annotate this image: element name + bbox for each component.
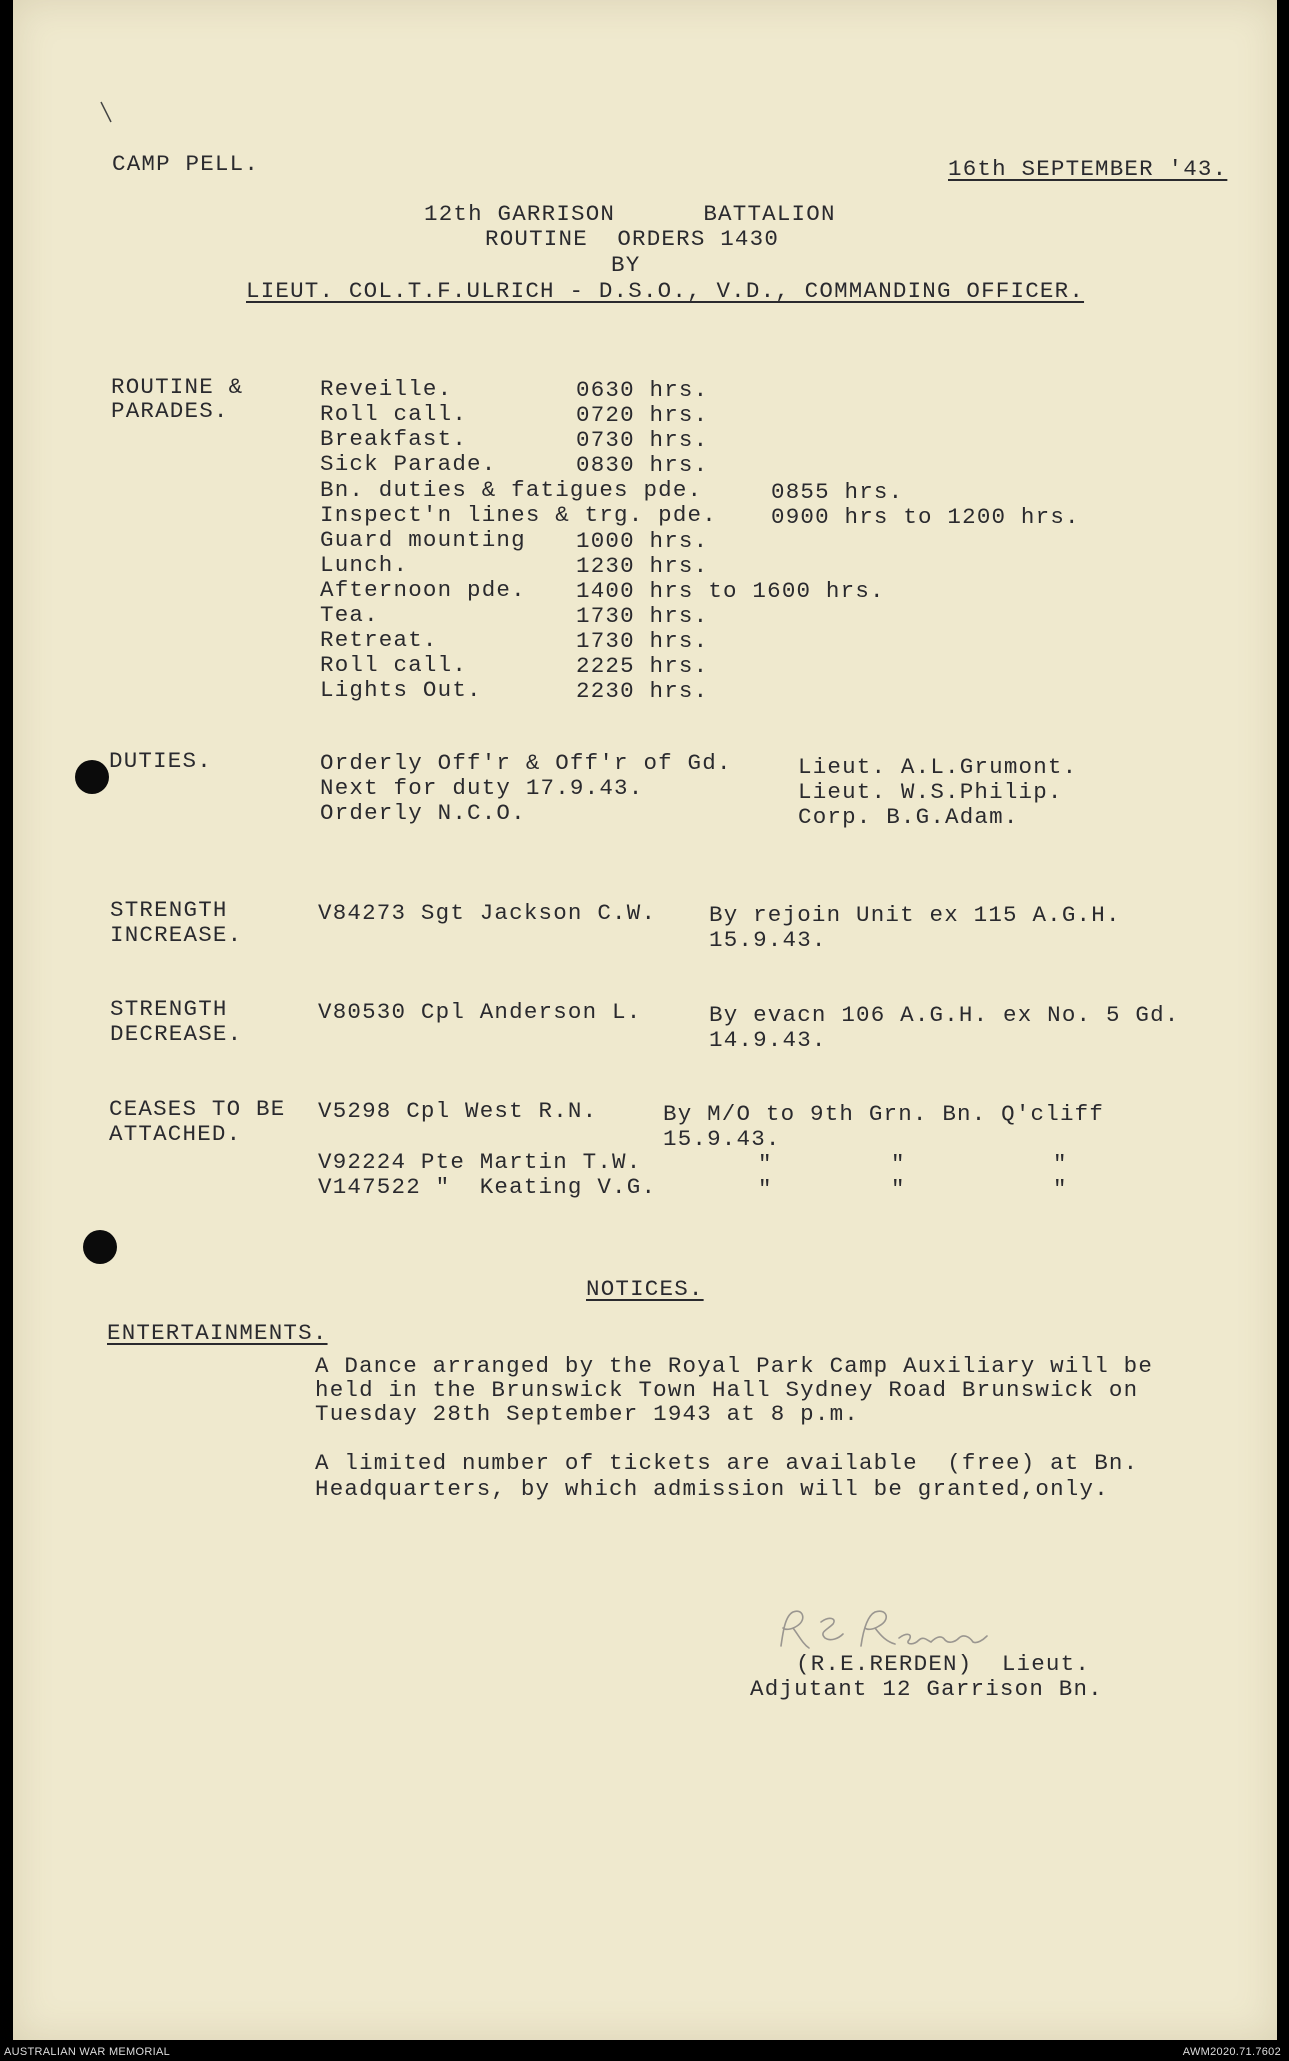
routine-item: Guard mounting (320, 527, 526, 553)
ditto-mark: " (758, 1151, 773, 1177)
notice-text: Tuesday 28th September 1943 at 8 p.m. (315, 1401, 859, 1427)
routine-item: Afternoon pde. (320, 577, 526, 603)
routine-time: 1730 hrs. (576, 603, 709, 629)
ceases-soldier: V147522 " Keating V.G. (318, 1174, 657, 1200)
routine-item: Tea. (320, 602, 379, 628)
duty-name: Orderly Off'r & Off'r of Gd. (320, 750, 732, 776)
ceases-detail: By M/O to 9th Grn. Bn. Q'cliff (663, 1101, 1105, 1127)
routine-time: 0630 hrs. (576, 377, 709, 403)
title-by: BY (611, 252, 641, 278)
punch-hole (83, 1230, 117, 1264)
strength-increase-detail: By rejoin Unit ex 115 A.G.H. (709, 902, 1121, 928)
routine-label: ROUTINE & (111, 374, 244, 400)
strength-decrease-date: 14.9.43. (709, 1027, 827, 1053)
routine-time: 2230 hrs. (576, 678, 709, 704)
duty-person: Corp. B.G.Adam. (798, 804, 1019, 830)
strength-decrease-label: STRENGTH (110, 996, 228, 1022)
ditto-mark: " (1053, 1151, 1068, 1177)
routine-item: Breakfast. (320, 426, 468, 452)
footer-reference: AWM2020.71.7602 (1182, 2046, 1281, 2058)
routine-label: PARADES. (111, 398, 229, 424)
pencil-mark-icon (99, 100, 117, 128)
routine-time: 2225 hrs. (576, 653, 709, 679)
title-routine-orders: ROUTINE ORDERS 1430 (485, 226, 780, 252)
notice-text: A limited number of tickets are available (free) at Bn. (315, 1450, 1139, 1476)
strength-increase-date: 15.9.43. (709, 927, 827, 953)
title-battalion: 12th GARRISON BATTALION (424, 201, 836, 227)
title-commanding-officer: LIEUT. COL.T.F.ULRICH - D.S.O., V.D., COMMANDING OFFICER. (246, 278, 1085, 304)
routine-time: 1400 hrs to 1600 hrs. (576, 578, 885, 604)
routine-item: Sick Parade. (320, 451, 497, 477)
routine-item: Inspect'n lines & trg. pde. (320, 502, 717, 528)
duty-name: Next for duty 17.9.43. (320, 775, 644, 801)
punch-hole (75, 760, 109, 794)
ditto-mark: " (891, 1176, 906, 1202)
routine-time: 0720 hrs. (576, 402, 709, 428)
ceases-label: CEASES TO BE (109, 1096, 286, 1122)
strength-increase-label: INCREASE. (110, 922, 243, 948)
ceases-label: ATTACHED. (109, 1121, 242, 1147)
routine-item: Lunch. (320, 552, 409, 578)
notice-text: held in the Brunswick Town Hall Sydney Road Brunswick on (315, 1377, 1139, 1403)
duties-label: DUTIES. (109, 748, 212, 774)
strength-decrease-soldier: V80530 Cpl Anderson L. (318, 999, 642, 1025)
routine-item: Roll call. (320, 401, 468, 427)
strength-increase-soldier: V84273 Sgt Jackson C.W. (318, 900, 657, 926)
routine-time: 0900 hrs to 1200 hrs. (771, 504, 1080, 530)
duty-name: Orderly N.C.O. (320, 800, 526, 826)
signatory-name: (R.E.RERDEN) Lieut. (796, 1651, 1091, 1677)
ditto-mark: " (1053, 1176, 1068, 1202)
ditto-mark: " (891, 1151, 906, 1177)
footer-source: AUSTRALIAN WAR MEMORIAL (4, 2046, 171, 2058)
entertainments-label: ENTERTAINMENTS. (107, 1320, 328, 1346)
routine-time: 0730 hrs. (576, 427, 709, 453)
routine-item: Retreat. (320, 627, 438, 653)
duty-person: Lieut. A.L.Grumont. (798, 754, 1078, 780)
notices-heading: NOTICES. (586, 1276, 704, 1302)
routine-time: 1000 hrs. (576, 528, 709, 554)
duty-person: Lieut. W.S.Philip. (798, 779, 1063, 805)
routine-item: Reveille. (320, 376, 453, 402)
strength-increase-label: STRENGTH (110, 897, 228, 923)
ditto-mark: " (758, 1176, 773, 1202)
order-date: 16th SEPTEMBER '43. (948, 156, 1228, 182)
strength-decrease-label: DECREASE. (110, 1021, 243, 1047)
routine-time: 0830 hrs. (576, 452, 709, 478)
routine-item: Bn. duties & fatigues pde. (320, 477, 703, 503)
routine-time: 0855 hrs. (771, 479, 904, 505)
routine-item: Lights Out. (320, 677, 482, 703)
signature-handwritten (763, 1602, 1063, 1658)
document-page (13, 0, 1277, 2040)
ceases-soldier: V92224 Pte Martin T.W. (318, 1149, 642, 1175)
routine-time: 1730 hrs. (576, 628, 709, 654)
ceases-soldier: V5298 Cpl West R.N. (318, 1098, 598, 1124)
routine-item: Roll call. (320, 652, 468, 678)
notice-text: A Dance arranged by the Royal Park Camp Auxiliary will be (315, 1353, 1154, 1379)
ceases-date: 15.9.43. (663, 1126, 781, 1152)
routine-time: 1230 hrs. (576, 553, 709, 579)
strength-decrease-detail: By evacn 106 A.G.H. ex No. 5 Gd. (709, 1002, 1180, 1028)
camp-name: CAMP PELL. (112, 151, 260, 177)
notice-text: Headquarters, by which admission will be granted,only. (315, 1476, 1109, 1502)
signatory-role: Adjutant 12 Garrison Bn. (750, 1676, 1103, 1702)
